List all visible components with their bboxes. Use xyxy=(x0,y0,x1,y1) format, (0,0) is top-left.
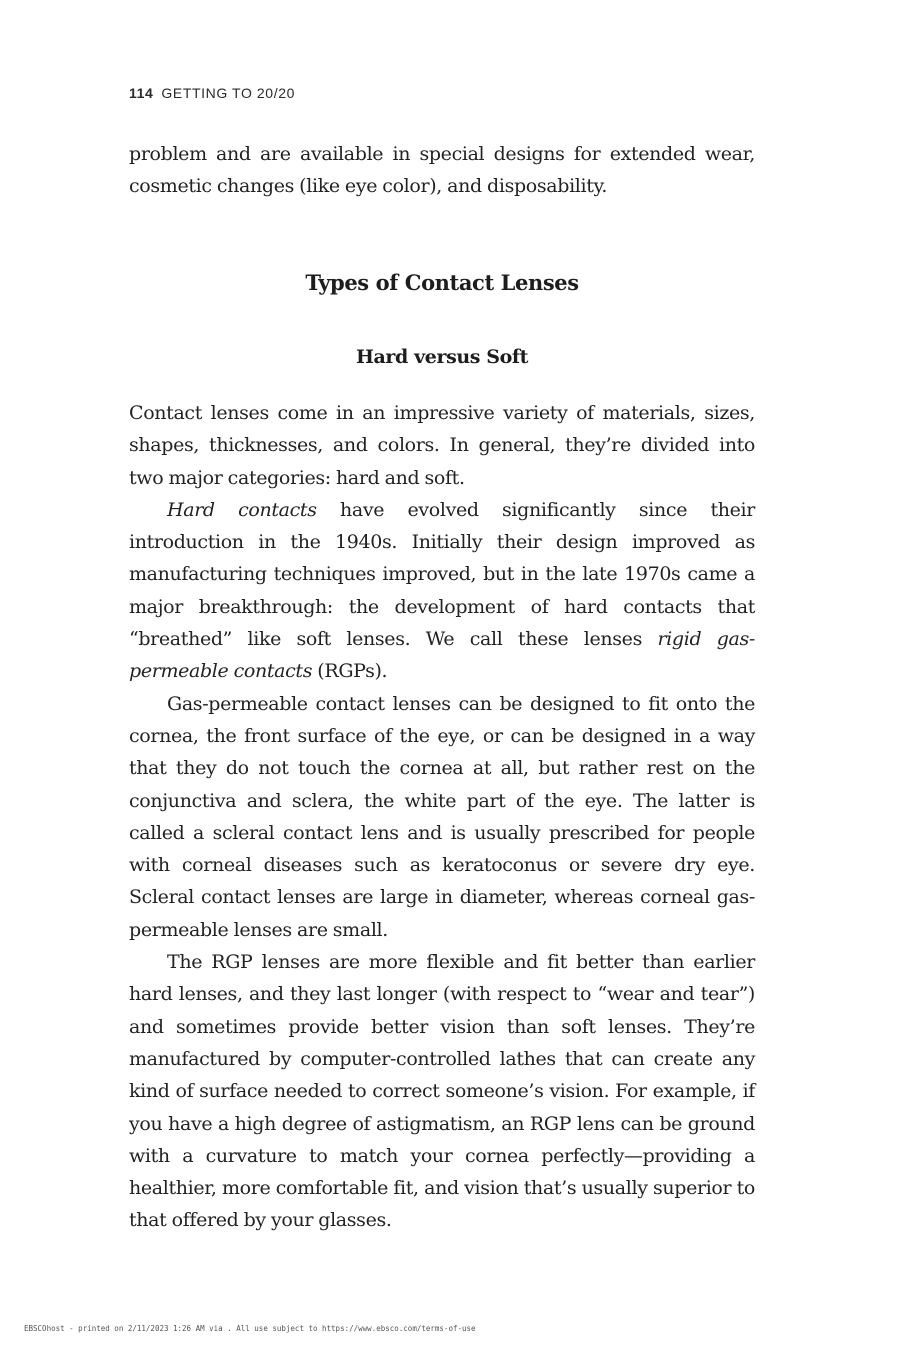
paragraph-3: Gas-permeable contact lenses can be designed to fit onto the cornea, the front surface of the eye, or can be designed in a way that they do not touch the cornea at all, but rather rest on the conjunctiva and sclera, the white part of the eye. The latter is called a scleral contact lens and is usually prescribed for people with corneal diseases such as keratoconus or severe dry eye. Scleral contact lenses are large in diameter, whereas corneal gas-permeable lenses are small. xyxy=(129,692,755,941)
term-rgp: rigid gas-permeable contacts xyxy=(129,628,755,683)
running-title: GETTING TO 20/20 xyxy=(161,85,295,101)
paragraph-1: Contact lenses come in an impressive variety of materials, sizes, shapes, thicknesses, and colors. In general, they’re divided into two major categories: hard and soft. xyxy=(129,402,755,489)
paragraph-2-text: have evolved significantly since their introduction in the 1940s. Initially their design improved as manufacturing techniques improved, but in the late 1970s came a major breakthrough: the development of hard contacts that “breathed” like soft lenses. We call these lenses xyxy=(129,498,755,651)
page-number: 114 xyxy=(129,85,154,101)
term-hard-contacts: Hard contacts xyxy=(167,498,317,521)
section-title: Types of Contact Lenses xyxy=(305,270,579,295)
intro-line-2: cosmetic changes (like eye color), and disposability. xyxy=(129,175,608,198)
main-text xyxy=(129,397,755,1237)
intro-line-1: problem and are available in special designs for extended wear, xyxy=(129,143,755,165)
ebsco-footer: EBSCOhost - printed on 2/11/2023 1:26 AM via . All use subject to https://www.ebsco.com/terms-of-use xyxy=(24,1324,476,1333)
section-subtitle: Hard versus Soft xyxy=(355,346,529,368)
paragraph-4: The RGP lenses are more flexible and fit better than earlier hard lenses, and they last longer (with respect to “wear and tear”) and sometimes provide better vision than soft lenses. They’re manufactured by computer-controlled lathes that can create any kind of surface needed to correct someone’s vision. For example, if you have a high degree of astigmatism, an RGP lens can be ground with a curvature to match your cornea perfectly—providing a healthier, more comfortable fit, and vision that’s usually superior to that offered by your glasses. xyxy=(129,951,755,1232)
paragraph-2-end: (RGPs). xyxy=(312,660,388,683)
paragraph-2 xyxy=(129,494,755,688)
intro-paragraph xyxy=(129,138,755,203)
running-head xyxy=(129,85,295,101)
